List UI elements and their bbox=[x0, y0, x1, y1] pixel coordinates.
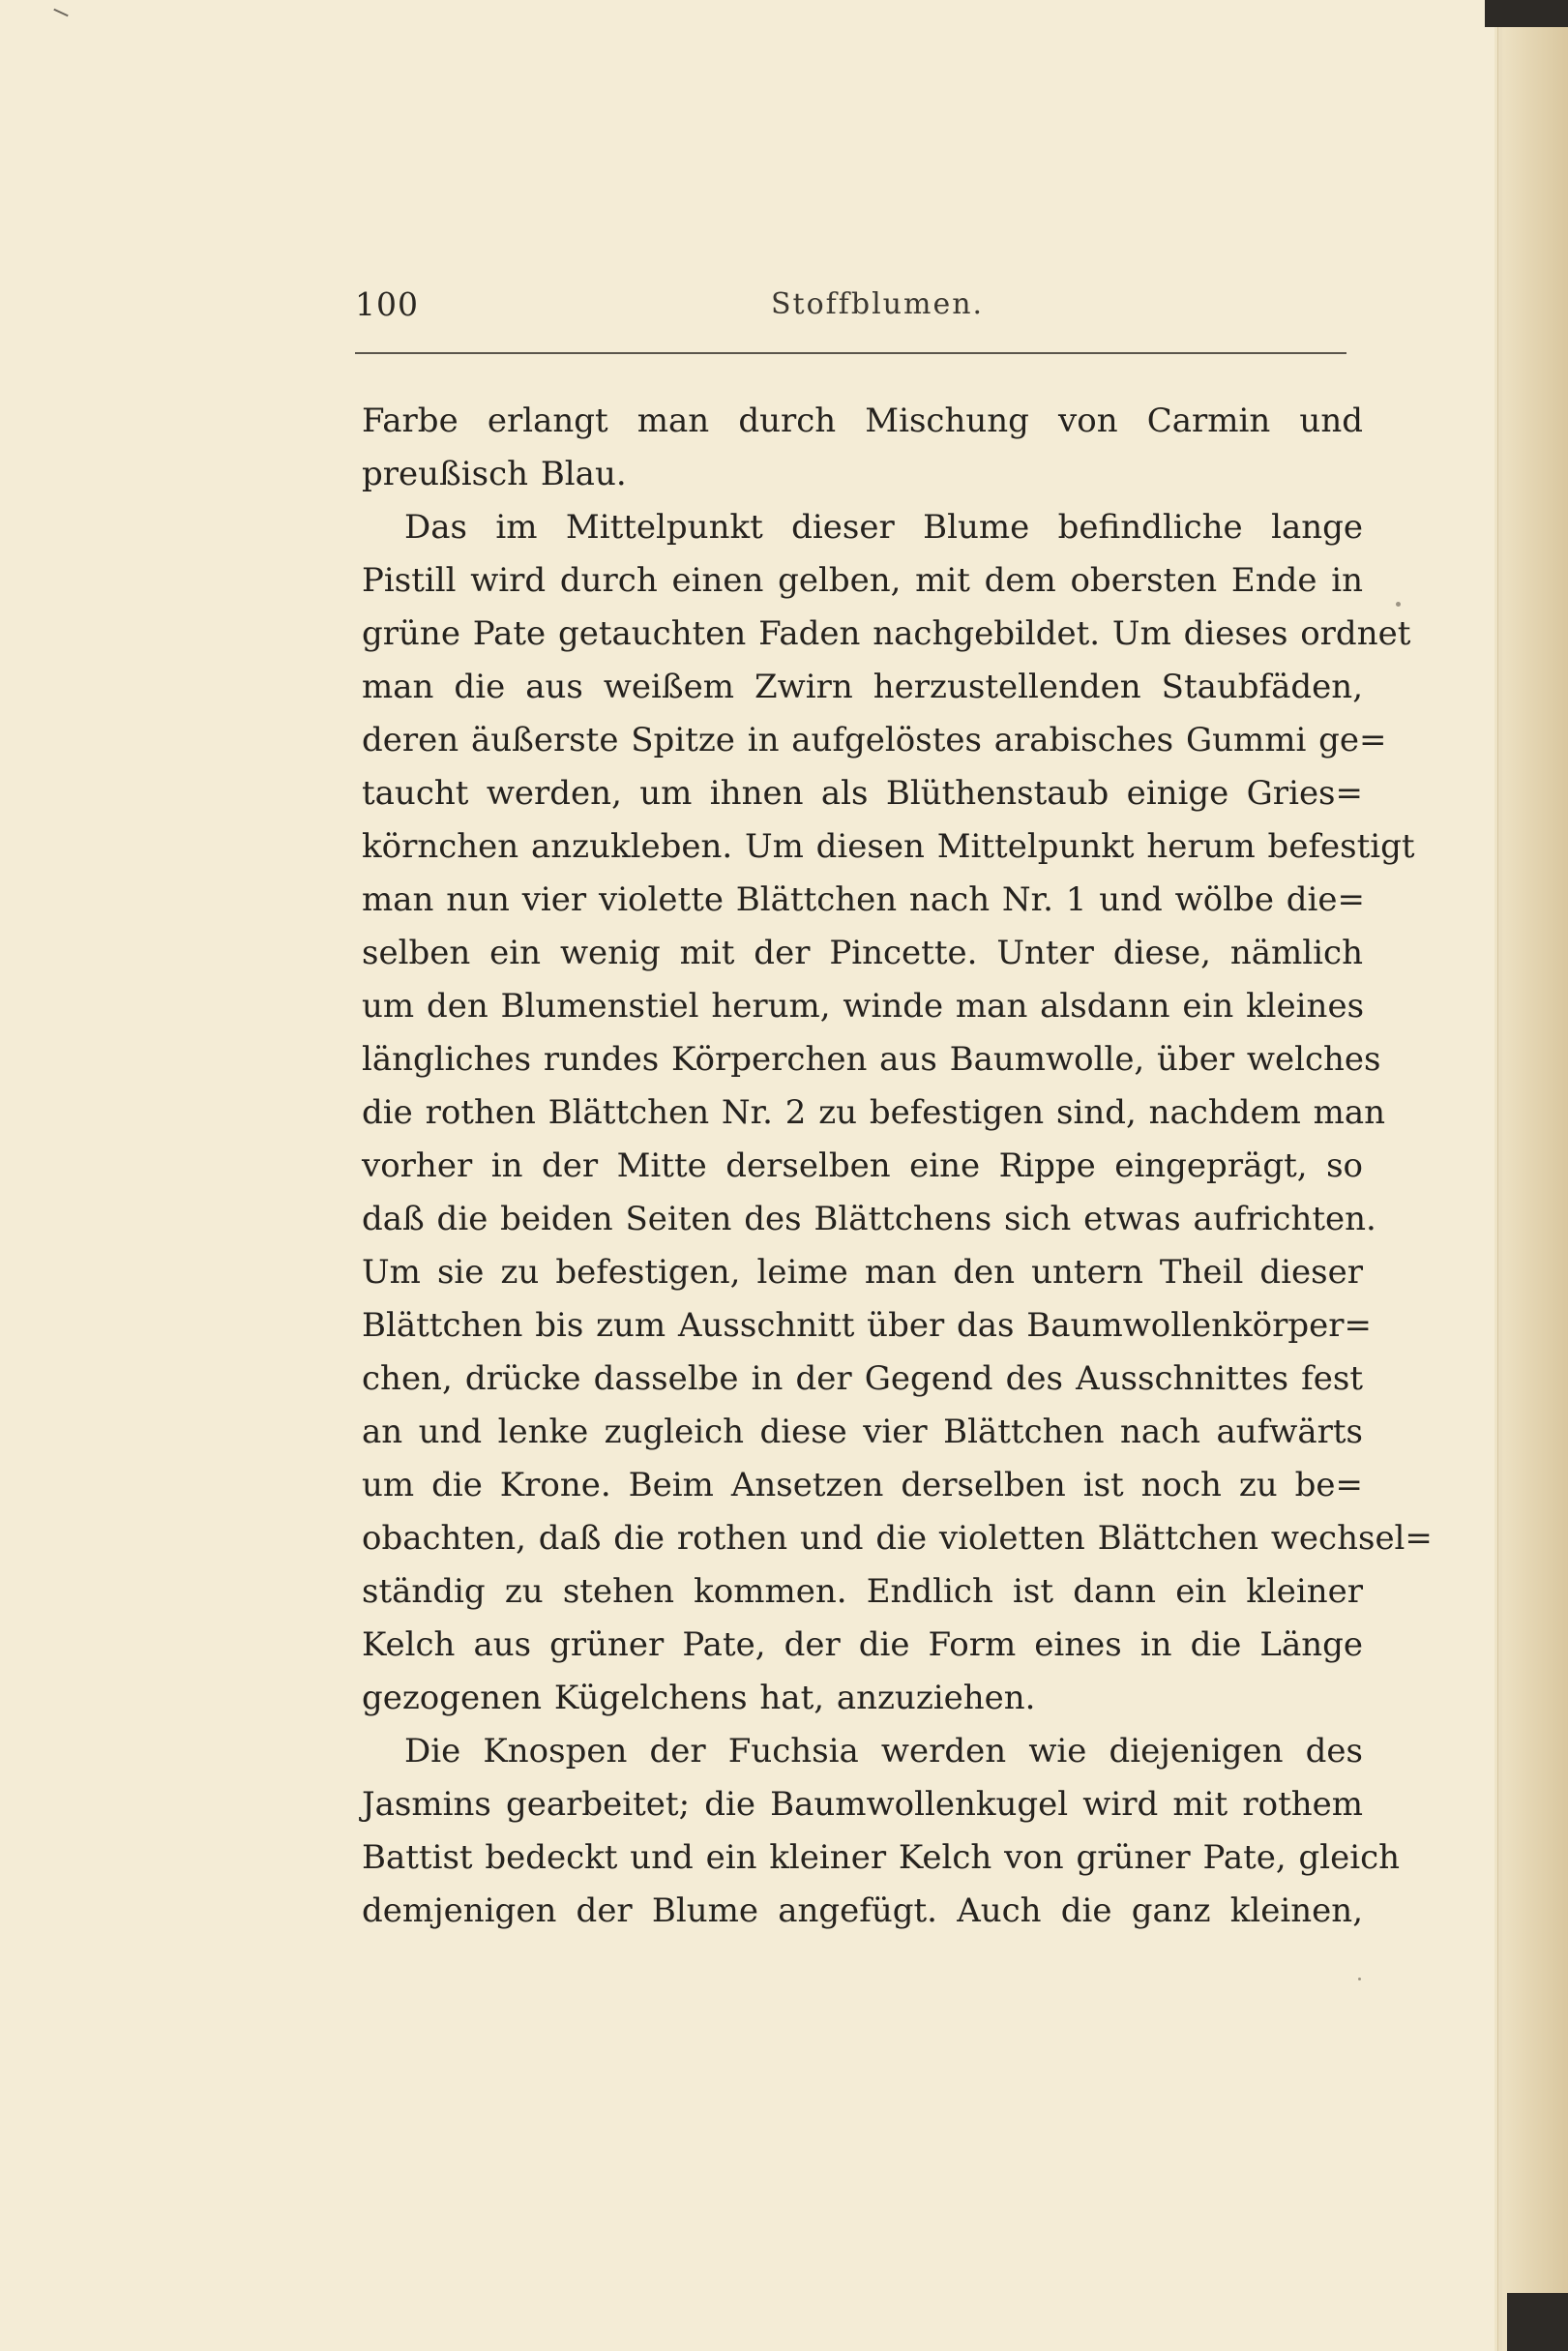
text-line: Farbe erlangt man durch Mischung von Carmin und bbox=[362, 402, 1363, 440]
binding-tab-top bbox=[1485, 0, 1568, 27]
text-line: Blättchen bis zum Ausschnitt über das Baumwollenkörper= bbox=[362, 1306, 1372, 1345]
text-line: obachten, daß die rothen und die violetten Blättchen wechsel= bbox=[362, 1519, 1433, 1558]
text-line: Die Knospen der Fuchsia werden wie diejenigen des bbox=[404, 1732, 1363, 1771]
text-line: selben ein wenig mit der Pincette. Unter diese, nämlich bbox=[362, 934, 1363, 972]
text-line: preußisch Blau. bbox=[362, 455, 627, 493]
page-number: 100 bbox=[355, 285, 419, 323]
text-line: man die aus weißem Zwirn herzustellenden Staubfäden, bbox=[362, 668, 1363, 706]
text-line: um den Blumenstiel herum, winde man alsdann ein kleines bbox=[362, 987, 1365, 1026]
text-line: demjenigen der Blume angefügt. Auch die ganz kleinen, bbox=[362, 1891, 1363, 1930]
text-line: ständig zu stehen kommen. Endlich ist dann ein kleiner bbox=[362, 1572, 1363, 1611]
text-line: Um sie zu befestigen, leime man den untern Theil dieser bbox=[362, 1253, 1363, 1292]
book-spine bbox=[1494, 0, 1568, 2351]
text-line: daß die beiden Seiten des Blättchens sich etwas aufrichten. bbox=[362, 1200, 1376, 1238]
text-line: körnchen anzukleben. Um diesen Mittelpunkt herum befestigt bbox=[362, 827, 1415, 866]
text-line: an und lenke zugleich diese vier Blättchen nach aufwärts bbox=[362, 1413, 1363, 1451]
corner-mark bbox=[53, 9, 68, 17]
body-text bbox=[362, 395, 1433, 1938]
paper-speck bbox=[1396, 602, 1401, 607]
paper-speck bbox=[1358, 1978, 1361, 1980]
text-line: längliches rundes Körperchen aus Baumwolle, über welches bbox=[362, 1040, 1381, 1079]
text-line: man nun vier violette Blättchen nach Nr. 1 und wölbe die= bbox=[362, 880, 1365, 919]
text-line: Pistill wird durch einen gelben, mit dem obersten Ende in bbox=[362, 561, 1363, 600]
text-line: Das im Mittelpunkt dieser Blume befindliche lange bbox=[404, 508, 1363, 547]
page-edge bbox=[1497, 0, 1502, 2351]
text-line: gezogenen Kügelchens hat, anzuziehen. bbox=[362, 1679, 1036, 1717]
text-line: die rothen Blättchen Nr. 2 zu befestigen sind, nachdem man bbox=[362, 1093, 1386, 1132]
text-line: vorher in der Mitte derselben eine Rippe eingeprägt, so bbox=[362, 1146, 1363, 1185]
text-line: grüne Pate getauchten Faden nachgebildet. Um dieses ordnet bbox=[362, 614, 1411, 653]
binding-tab-bottom bbox=[1507, 2293, 1568, 2351]
text-line: deren äußerste Spitze in aufgelöstes arabisches Gummi ge= bbox=[362, 721, 1387, 759]
text-line: Jasmins gearbeitet; die Baumwollenkugel wird mit rothem bbox=[362, 1785, 1363, 1824]
text-line: chen, drücke dasselbe in der Gegend des Ausschnittes fest bbox=[362, 1359, 1363, 1398]
text-line: um die Krone. Beim Ansetzen derselben ist noch zu be= bbox=[362, 1466, 1363, 1504]
text-line: Battist bedeckt und ein kleiner Kelch von grüner Pate, gleich bbox=[362, 1838, 1401, 1877]
text-line: Kelch aus grüner Pate, der die Form eines in die Länge bbox=[362, 1625, 1363, 1664]
text-line: taucht werden, um ihnen als Blüthenstaub einige Gries= bbox=[362, 774, 1363, 813]
header-rule bbox=[355, 352, 1346, 354]
page-header bbox=[355, 278, 1346, 328]
running-head: Stoffblumen. bbox=[771, 287, 985, 321]
